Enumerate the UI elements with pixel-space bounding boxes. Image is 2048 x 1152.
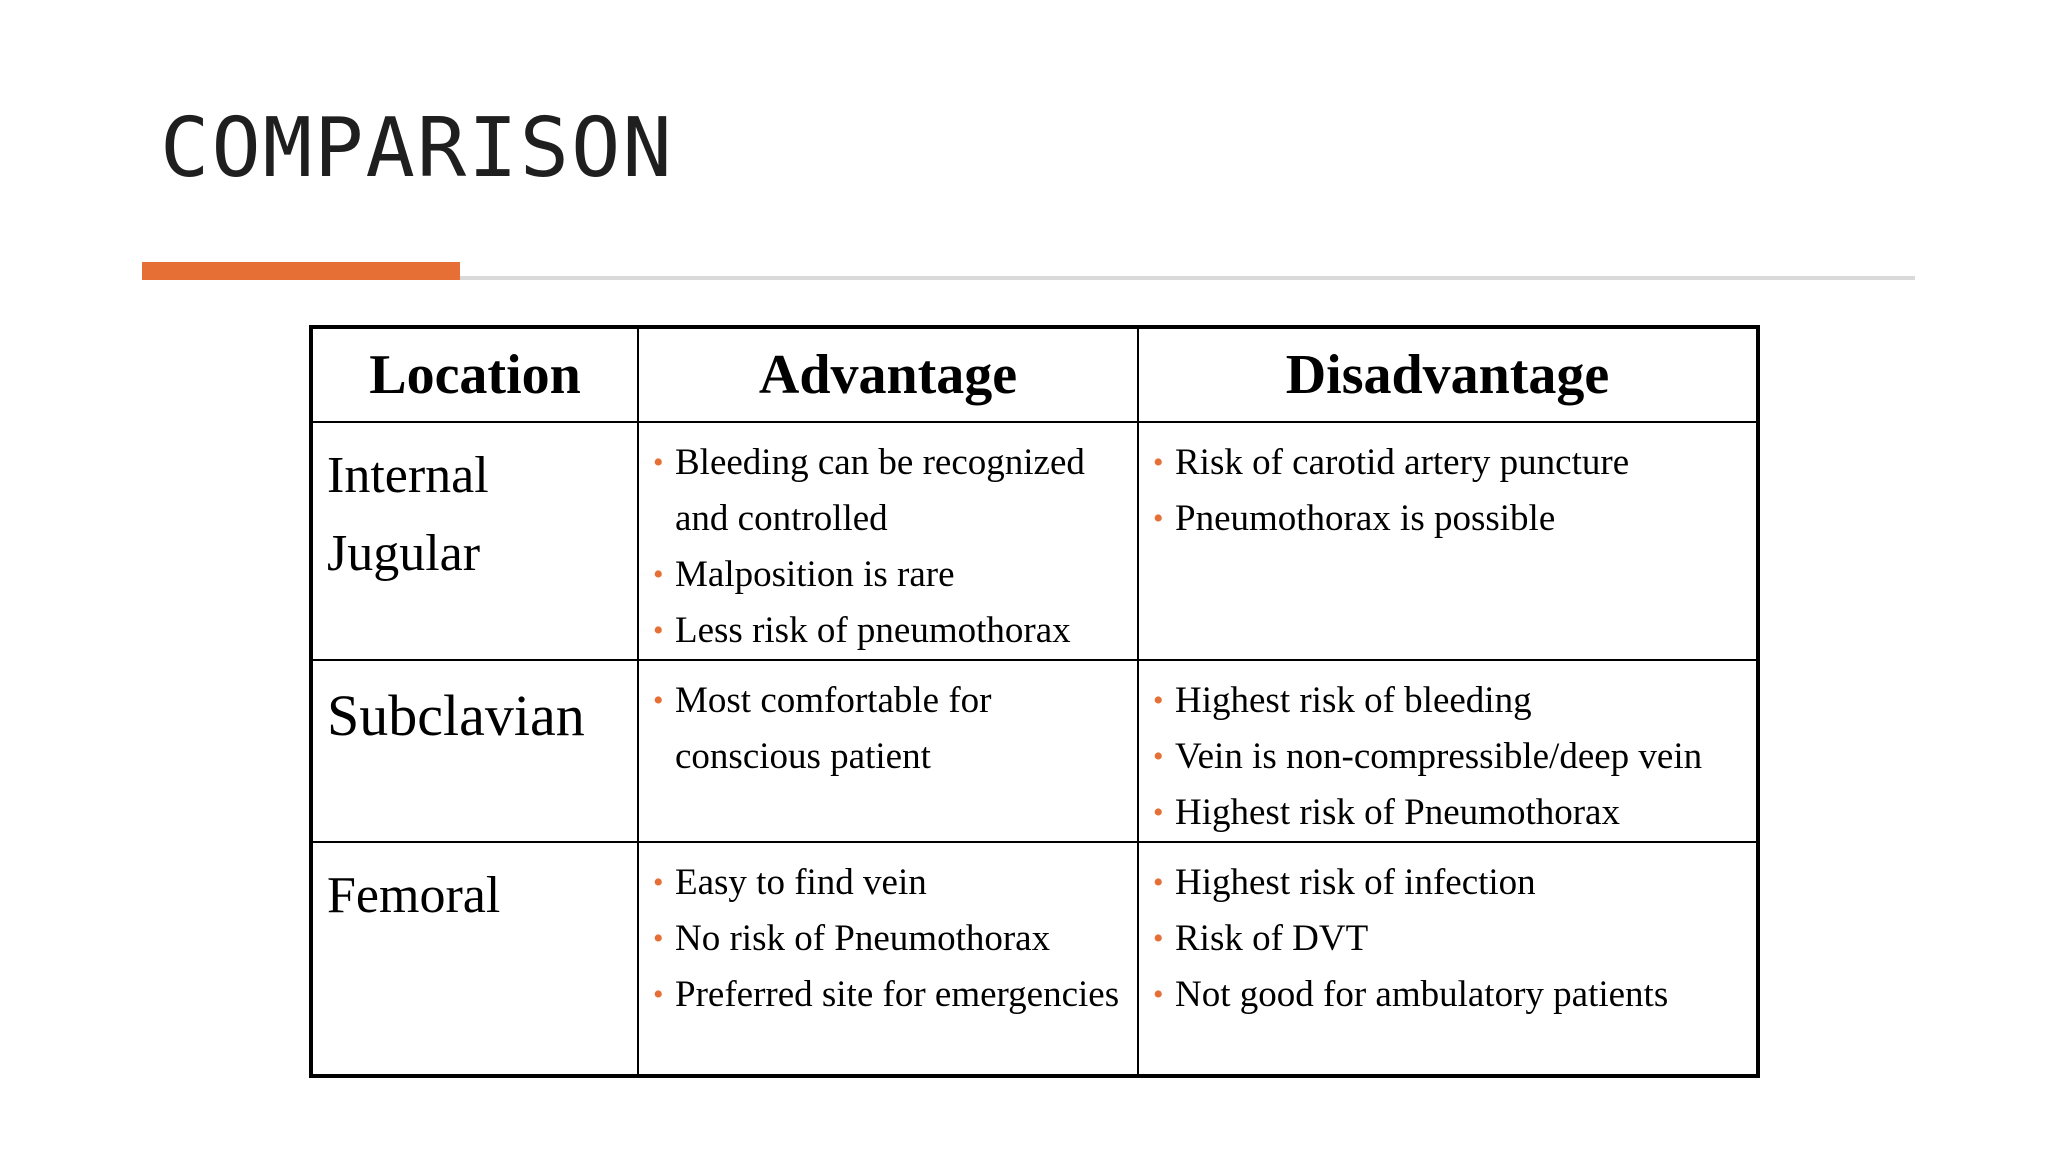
location-cell (311, 422, 638, 660)
list-item: • Highest risk of bleeding (1153, 673, 1744, 729)
comparison-table (309, 325, 1760, 1078)
bullet-icon: • (1153, 796, 1164, 829)
header-advantage: Advantage (638, 327, 1138, 422)
list-item: • Easy to find vein (653, 855, 1125, 911)
list-item: • Malposition is rare (653, 547, 1125, 603)
bullet-icon: • (1153, 502, 1164, 535)
list-item: • Highest risk of infection (1153, 855, 1744, 911)
location-cell (311, 660, 638, 842)
bullet-icon: • (653, 866, 664, 899)
list-item: • Most comfortable for conscious patient (653, 673, 1125, 785)
bullet-icon: • (653, 446, 664, 479)
list-item: • Risk of carotid artery puncture (1153, 435, 1744, 491)
bullet-icon: • (653, 922, 664, 955)
table-row (311, 660, 1758, 842)
list-item: • Risk of DVT (1153, 911, 1744, 967)
disadvantages-list (1153, 855, 1744, 1023)
list-item: • Highest risk of Pneumothorax (1153, 785, 1744, 841)
bullet-icon: • (653, 614, 664, 647)
location-name: Subclavian (327, 683, 585, 748)
bullet-icon: • (1153, 866, 1164, 899)
bullet-icon: • (1153, 684, 1164, 717)
header-location: Location (311, 327, 638, 422)
location-name: Internal Jugular (327, 447, 489, 582)
table-header-row (311, 327, 1758, 422)
table-row (311, 422, 1758, 660)
list-item: • Preferred site for emergencies (653, 967, 1125, 1023)
bullet-icon: • (1153, 922, 1164, 955)
slide-title: COMPARISON (160, 101, 674, 196)
bullet-icon: • (653, 684, 664, 717)
bullet-icon: • (1153, 740, 1164, 773)
bullet-icon: • (653, 558, 664, 591)
advantages-cell (638, 842, 1138, 1076)
list-item: • Not good for ambulatory patients (1153, 967, 1744, 1023)
list-item: • Vein is non-compressible/deep vein (1153, 729, 1744, 785)
advantages-list (653, 855, 1125, 1023)
advantages-cell (638, 660, 1138, 842)
table-row (311, 842, 1758, 1076)
disadvantages-cell (1138, 422, 1758, 660)
advantages-list (653, 673, 1125, 785)
location-cell (311, 842, 638, 1076)
location-name: Femoral (327, 867, 501, 924)
advantages-list (653, 435, 1125, 659)
title-accent-bar (142, 262, 460, 280)
disadvantages-cell (1138, 842, 1758, 1076)
bullet-icon: • (1153, 446, 1164, 479)
header-disadvantage: Disadvantage (1138, 327, 1758, 422)
bullet-icon: • (1153, 978, 1164, 1011)
bullet-icon: • (653, 978, 664, 1011)
disadvantages-list (1153, 435, 1744, 547)
disadvantages-list (1153, 673, 1744, 841)
title-divider (458, 276, 1915, 280)
list-item: • Less risk of pneumothorax (653, 603, 1125, 659)
list-item: • Pneumothorax is possible (1153, 491, 1744, 547)
list-item: • Bleeding can be recognized and controlled (653, 435, 1125, 547)
advantages-cell (638, 422, 1138, 660)
list-item: • No risk of Pneumothorax (653, 911, 1125, 967)
disadvantages-cell (1138, 660, 1758, 842)
